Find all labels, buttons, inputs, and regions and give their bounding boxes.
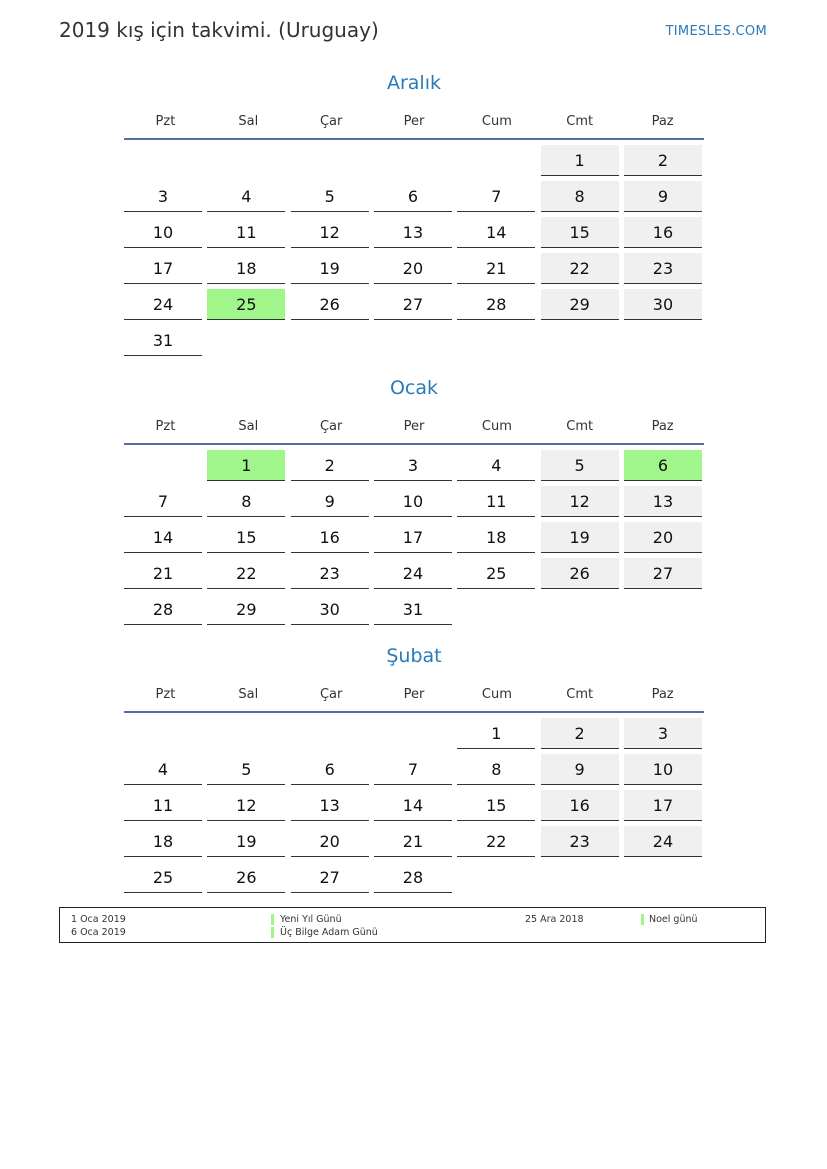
day-grid	[124, 718, 704, 893]
day-cell: 5	[541, 450, 619, 481]
day-cell: 18	[124, 826, 202, 857]
weekday-header	[124, 677, 704, 713]
month-title: Şubat	[386, 645, 442, 667]
legend-row	[60, 913, 765, 926]
weekday-label: Paz	[651, 113, 674, 129]
weekday-label: Cum	[481, 418, 512, 434]
empty-cell	[291, 145, 369, 176]
day-cell: 16	[541, 790, 619, 821]
day-cell: 11	[124, 790, 202, 821]
day-cell: 22	[207, 558, 285, 589]
weekday-label: Sal	[238, 113, 259, 129]
day-cell: 22	[457, 826, 535, 857]
day-cell: 23	[624, 253, 702, 284]
day-cell: 26	[291, 289, 369, 320]
month-january	[124, 373, 704, 625]
day-cell: 2	[624, 145, 702, 176]
day-cell: 3	[124, 181, 202, 212]
day-cell: 21	[124, 558, 202, 589]
day-cell: 6	[374, 181, 452, 212]
day-cell: 14	[457, 217, 535, 248]
day-cell: 27	[624, 558, 702, 589]
day-cell: 7	[457, 181, 535, 212]
day-cell: 7	[374, 754, 452, 785]
day-cell: 24	[124, 289, 202, 320]
day-cell: 17	[374, 522, 452, 553]
day-cell: 25	[124, 862, 202, 893]
month-title: Aralık	[386, 72, 441, 94]
weekday-label: Cmt	[566, 686, 594, 702]
weekday-label: Pzt	[155, 418, 176, 434]
day-cell: 13	[291, 790, 369, 821]
empty-cell	[207, 145, 285, 176]
weekday-label: Çar	[319, 113, 343, 129]
legend-date: 1 Oca 2019	[71, 914, 126, 925]
weekday-label: Cum	[481, 113, 512, 129]
legend-row	[60, 926, 765, 939]
weekday-label: Cmt	[566, 113, 594, 129]
month-title: Ocak	[389, 377, 439, 399]
day-cell: 11	[207, 217, 285, 248]
day-cell: 23	[541, 826, 619, 857]
day-cell: 29	[207, 594, 285, 625]
holiday-day-cell: 6	[624, 450, 702, 481]
day-cell: 13	[374, 217, 452, 248]
holiday-day-cell: 1	[207, 450, 285, 481]
day-cell: 27	[374, 289, 452, 320]
day-cell: 8	[457, 754, 535, 785]
day-cell: 17	[124, 253, 202, 284]
day-grid	[124, 145, 704, 356]
day-cell: 2	[291, 450, 369, 481]
legend-holiday-name: Noel günü	[649, 914, 698, 925]
day-cell: 21	[457, 253, 535, 284]
day-cell: 12	[541, 486, 619, 517]
weekday-label: Pzt	[155, 686, 176, 702]
day-cell: 16	[624, 217, 702, 248]
day-cell: 8	[207, 486, 285, 517]
day-cell: 3	[374, 450, 452, 481]
weekday-label: Cum	[481, 686, 512, 702]
empty-cell	[457, 145, 535, 176]
day-cell: 1	[541, 145, 619, 176]
day-cell: 28	[374, 862, 452, 893]
legend-holiday-name: Yeni Yıl Günü	[280, 914, 342, 925]
holiday-marker-icon	[641, 914, 644, 925]
day-cell: 10	[624, 754, 702, 785]
weekday-label: Paz	[651, 686, 674, 702]
day-cell: 4	[457, 450, 535, 481]
day-cell: 26	[207, 862, 285, 893]
day-cell: 12	[207, 790, 285, 821]
day-cell: 20	[624, 522, 702, 553]
day-cell: 20	[374, 253, 452, 284]
day-cell: 9	[291, 486, 369, 517]
day-cell: 17	[624, 790, 702, 821]
day-cell: 4	[207, 181, 285, 212]
legend-holiday-name: Üç Bilge Adam Günü	[280, 927, 378, 938]
empty-cell	[374, 718, 452, 749]
day-cell: 1	[457, 718, 535, 749]
day-cell: 30	[291, 594, 369, 625]
legend-date: 25 Ara 2018	[525, 914, 584, 925]
day-cell: 25	[457, 558, 535, 589]
weekday-label: Pzt	[155, 113, 176, 129]
legend-date: 6 Oca 2019	[71, 927, 126, 938]
day-cell: 4	[124, 754, 202, 785]
day-cell: 13	[624, 486, 702, 517]
day-cell: 2	[541, 718, 619, 749]
day-cell: 9	[541, 754, 619, 785]
day-cell: 29	[541, 289, 619, 320]
weekday-label: Cmt	[566, 418, 594, 434]
weekday-label: Çar	[319, 686, 343, 702]
day-cell: 28	[457, 289, 535, 320]
weekday-label: Per	[403, 113, 425, 129]
day-cell: 10	[374, 486, 452, 517]
day-cell: 19	[207, 826, 285, 857]
empty-cell	[124, 450, 202, 481]
day-cell: 12	[291, 217, 369, 248]
page-title: 2019 kış için takvimi. (Uruguay)	[59, 18, 379, 42]
day-cell: 28	[124, 594, 202, 625]
day-cell: 18	[457, 522, 535, 553]
day-cell: 27	[291, 862, 369, 893]
empty-cell	[291, 718, 369, 749]
day-cell: 23	[291, 558, 369, 589]
holiday-legend	[59, 907, 766, 943]
empty-cell	[124, 145, 202, 176]
day-cell: 10	[124, 217, 202, 248]
day-cell: 8	[541, 181, 619, 212]
day-cell: 3	[624, 718, 702, 749]
weekday-label: Sal	[238, 686, 259, 702]
weekday-label: Çar	[319, 418, 343, 434]
holiday-marker-icon	[271, 927, 274, 938]
day-cell: 30	[624, 289, 702, 320]
weekday-header	[124, 104, 704, 140]
weekday-label: Per	[403, 686, 425, 702]
day-cell: 15	[541, 217, 619, 248]
day-cell: 6	[291, 754, 369, 785]
day-cell: 9	[624, 181, 702, 212]
day-cell: 18	[207, 253, 285, 284]
holiday-marker-icon	[271, 914, 274, 925]
brand-link[interactable]: TIMESLES.COM	[665, 24, 767, 39]
month-february	[124, 641, 704, 893]
weekday-label: Sal	[238, 418, 259, 434]
month-december	[124, 68, 704, 356]
day-cell: 11	[457, 486, 535, 517]
day-cell: 24	[374, 558, 452, 589]
day-cell: 16	[291, 522, 369, 553]
day-cell: 31	[374, 594, 452, 625]
holiday-day-cell: 25	[207, 289, 285, 320]
day-cell: 19	[291, 253, 369, 284]
day-cell: 5	[291, 181, 369, 212]
day-cell: 7	[124, 486, 202, 517]
day-cell: 20	[291, 826, 369, 857]
day-grid	[124, 450, 704, 625]
weekday-label: Per	[403, 418, 425, 434]
day-cell: 24	[624, 826, 702, 857]
day-cell: 15	[457, 790, 535, 821]
weekday-label: Paz	[651, 418, 674, 434]
weekday-header	[124, 409, 704, 445]
empty-cell	[124, 718, 202, 749]
day-cell: 26	[541, 558, 619, 589]
day-cell: 19	[541, 522, 619, 553]
empty-cell	[374, 145, 452, 176]
day-cell: 22	[541, 253, 619, 284]
day-cell: 14	[374, 790, 452, 821]
day-cell: 5	[207, 754, 285, 785]
day-cell: 21	[374, 826, 452, 857]
day-cell: 31	[124, 325, 202, 356]
empty-cell	[207, 718, 285, 749]
day-cell: 15	[207, 522, 285, 553]
day-cell: 14	[124, 522, 202, 553]
